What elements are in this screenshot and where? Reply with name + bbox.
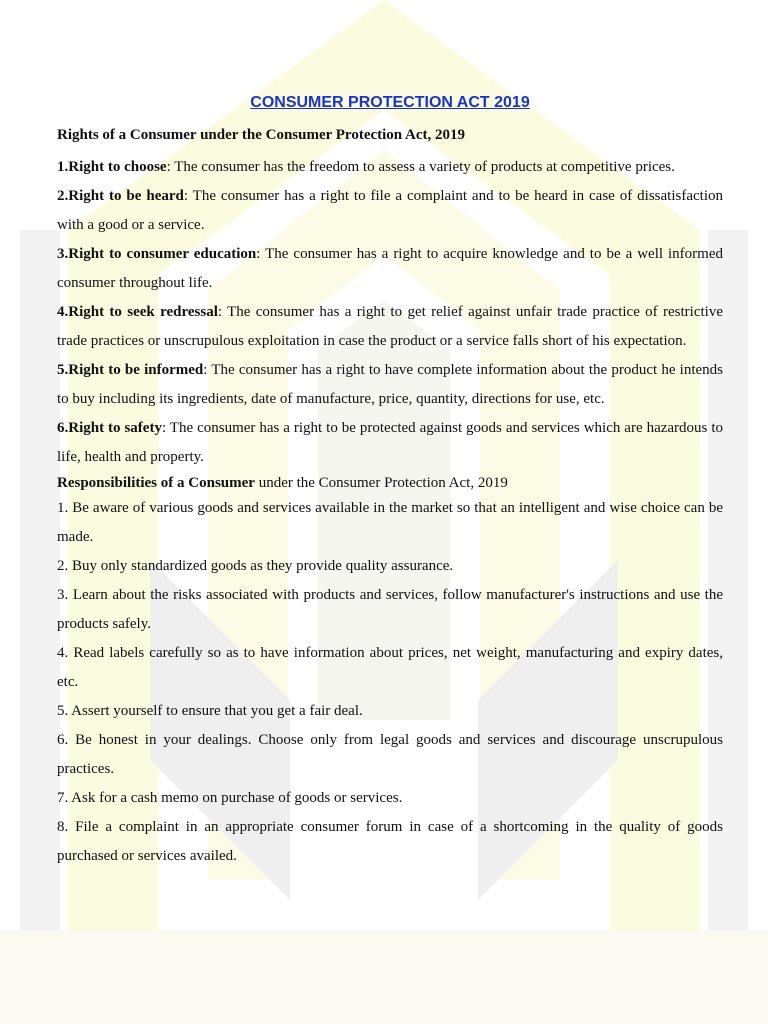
right-item (57, 414, 723, 472)
right-item (57, 182, 723, 240)
responsibility-item: 4. Read labels carefully so as to have information about prices, net weight, manufacturing and expiry dates, etc. (57, 645, 723, 690)
right-text: : The consumer has the freedom to assess a variety of products at competitive prices. (166, 159, 675, 175)
responsibility-item: 5. Assert yourself to ensure that you get a fair deal. (57, 703, 363, 719)
right-label: 5.Right to be informed (57, 362, 204, 378)
right-label: 2.Right to be heard (57, 188, 184, 204)
document-page (57, 92, 723, 871)
right-label: 3.Right to consumer education (57, 246, 257, 262)
right-item (57, 356, 723, 414)
right-item (57, 240, 723, 298)
right-text: : The consumer has a right to acquire knowledge and to be a well informed consumer throughout life. (57, 246, 723, 291)
responsibilities-heading-rest: under the Consumer Protection Act, 2019 (254, 475, 508, 491)
right-label: 6.Right to safety (57, 420, 162, 436)
responsibilities-heading-bold: Responsibilities of a Consumer (57, 475, 255, 491)
right-text: : The consumer has a right to file a complaint and to be heard in case of dissatisfaction with a good or a service. (57, 188, 723, 233)
right-label: 1.Right to choose (57, 159, 167, 175)
right-text: : The consumer has a right to be protected against goods and services which are hazardous to life, health and property. (57, 420, 723, 465)
right-label: 4.Right to seek redressal (57, 304, 218, 320)
responsibility-item: 1. Be aware of various goods and services available in the market so that an intelligent and wise choice can be made. (57, 500, 723, 545)
right-item (57, 298, 723, 356)
responsibility-item: 2. Buy only standardized goods as they provide quality assurance. (57, 558, 454, 574)
responsibility-item: 7. Ask for a cash memo on purchase of goods or services. (57, 790, 403, 806)
right-text: : The consumer has a right to get relief against unfair trade practice of restrictive trade practices or unscrupulous exploitation in case the product or a service falls short of his expectation. (57, 304, 723, 349)
right-text: : The consumer has a right to have complete information about the product he intends to buy including its ingredients, date of manufacture, price, quantity, directions for use, etc. (57, 362, 724, 407)
responsibility-item: 3. Learn about the risks associated with products and services, follow manufacturer's instructions and use the products safely. (57, 587, 723, 632)
responsibility-item: 6. Be honest in your dealings. Choose only from legal goods and services and discourage unscrupulous practices. (57, 732, 723, 777)
responsibilities-list (57, 494, 723, 871)
right-item (57, 153, 723, 182)
document-title: CONSUMER PROTECTION ACT 2019 (250, 94, 530, 111)
responsibility-item: 8. File a complaint in an appropriate consumer forum in case of a shortcoming in the quality of goods purchased or services availed. (57, 819, 723, 864)
responsibilities-heading (57, 472, 723, 494)
rights-list (57, 153, 723, 472)
rights-heading: Rights of a Consumer under the Consumer Protection Act, 2019 (57, 127, 466, 143)
